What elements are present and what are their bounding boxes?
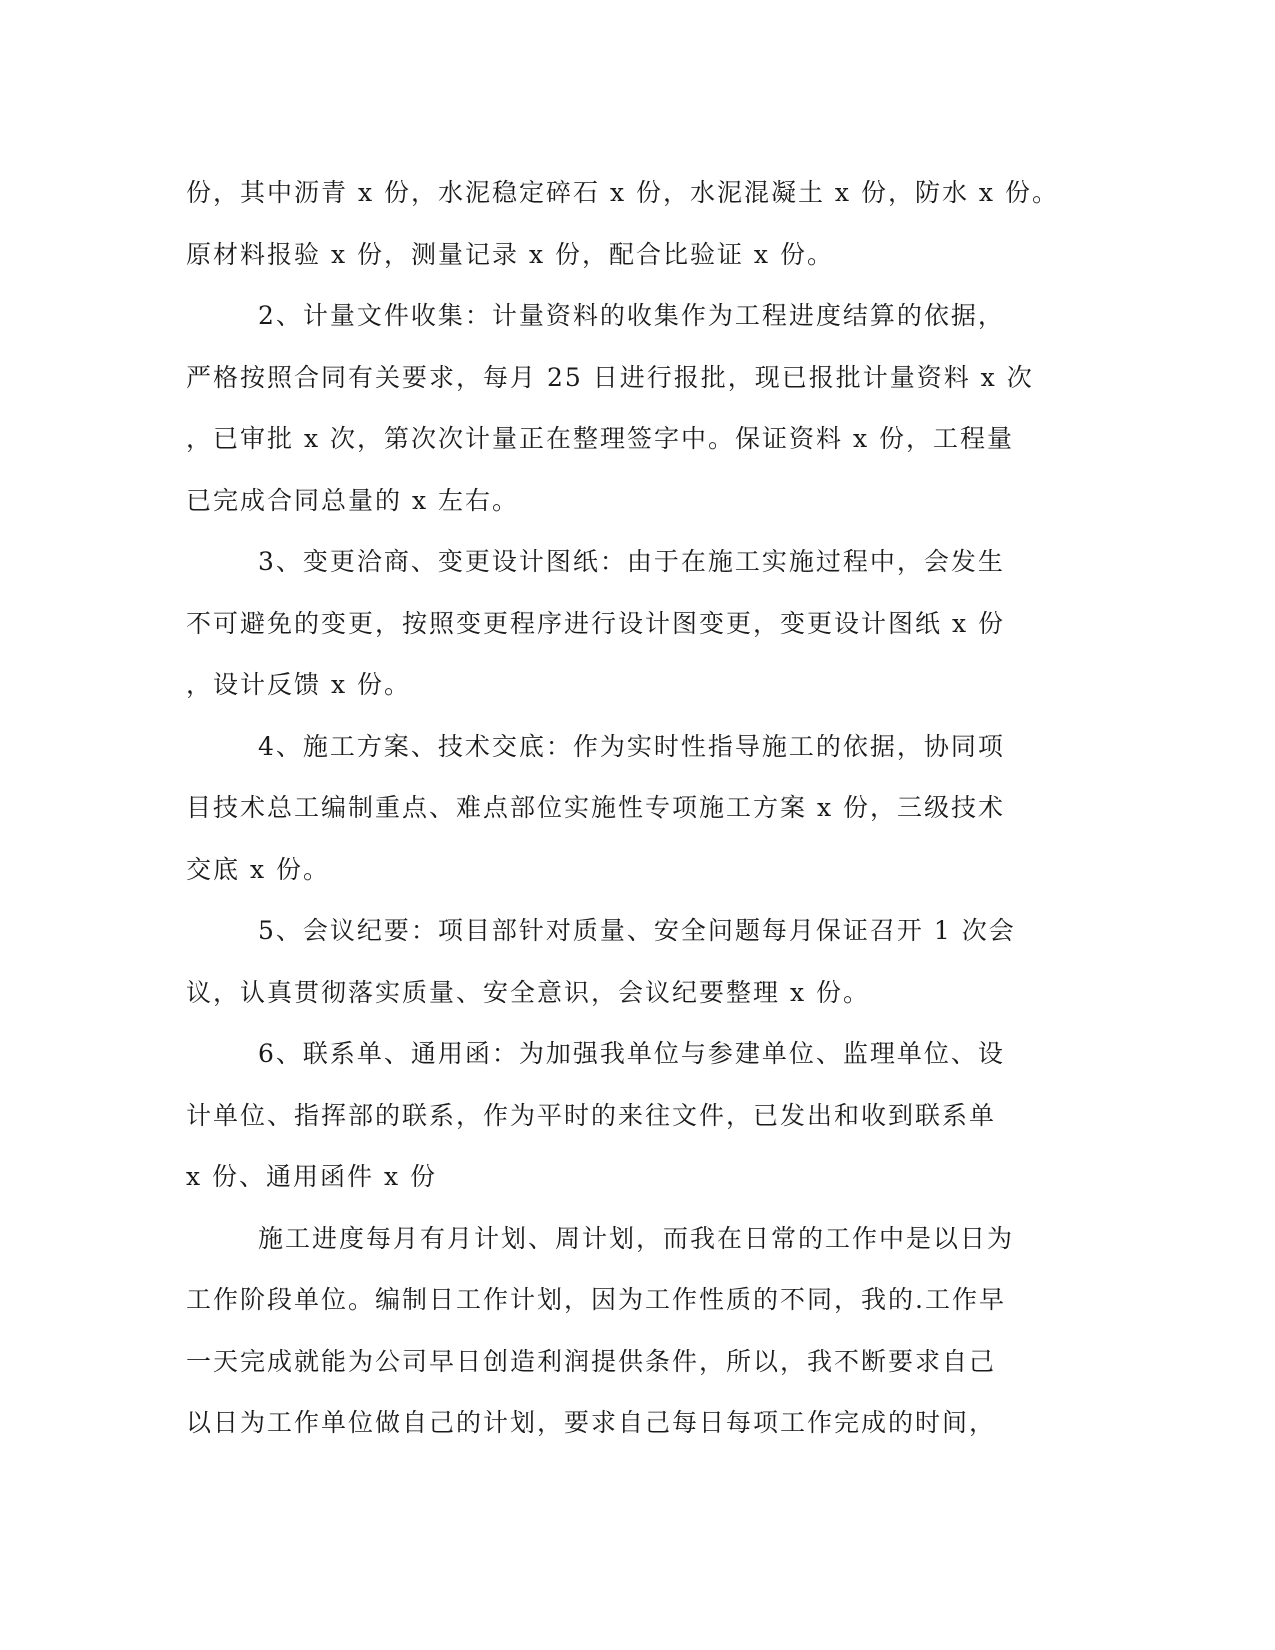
text-line: 交底 x 份。 [186, 854, 330, 884]
text-line: 议，认真贯彻落实质量、安全意识，会议纪要整理 x 份。 [186, 977, 870, 1007]
text-line: 以日为工作单位做自己的计划，要求自己每日每项工作完成的时间， [186, 1408, 997, 1437]
text-line: 原材料报验 x 份，测量记录 x 份，配合比验证 x 份。 [186, 239, 834, 269]
paragraph-start-line: 施工进度每月有月计划、周计划，而我在日常的工作中是以日为 [258, 1223, 1015, 1253]
text-line: 计单位、指挥部的联系，作为平时的来往文件，已发出和收到联系单 [186, 1100, 997, 1130]
paragraph-start-line: 5、会议纪要：项目部针对质量、安全问题每月保证召开 1 次会 [258, 916, 1016, 945]
text-line: 不可避免的变更，按照变更程序进行设计图变更，变更设计图纸 x 份 [186, 608, 1005, 638]
document-body [186, 162, 1066, 1454]
paragraph-start-line: 4、施工方案、技术交底：作为实时性指导施工的依据，协同项 [258, 731, 1005, 761]
paragraph-start-line: 6、联系单、通用函：为加强我单位与参建单位、监理单位、设 [258, 1039, 1005, 1068]
text-line: 一天完成就能为公司早日创造利润提供条件，所以，我不断要求自己 [186, 1346, 997, 1376]
text-line: 份，其中沥青 x 份，水泥稳定碎石 x 份，水泥混凝土 x 份，防水 x 份。 [186, 178, 1059, 207]
text-line: ，已审批 x 次，第次次计量正在整理签字中。保证资料 x 份，工程量 [186, 424, 1014, 453]
text-line: 已完成合同总量的 x 左右。 [186, 485, 519, 515]
text-line: 工作阶段单位。编制日工作计划，因为工作性质的不同，我的.工作早 [186, 1285, 1006, 1314]
text-line: 目技术总工编制重点、难点部位实施性专项施工方案 x 份，三级技术 [186, 793, 1005, 822]
paragraph-start-line: 3、变更洽商、变更设计图纸：由于在施工实施过程中，会发生 [258, 547, 1005, 576]
text-line: x 份、通用函件 x 份 [186, 1162, 438, 1191]
text-line: ，设计反馈 x 份。 [186, 670, 411, 699]
paragraph-start-line: 2、计量文件收集：计量资料的收集作为工程进度结算的依据， [258, 301, 1005, 330]
text-line: 严格按照合同有关要求，每月 25 日进行报批，现已报批计量资料 x 次 [186, 362, 1034, 392]
